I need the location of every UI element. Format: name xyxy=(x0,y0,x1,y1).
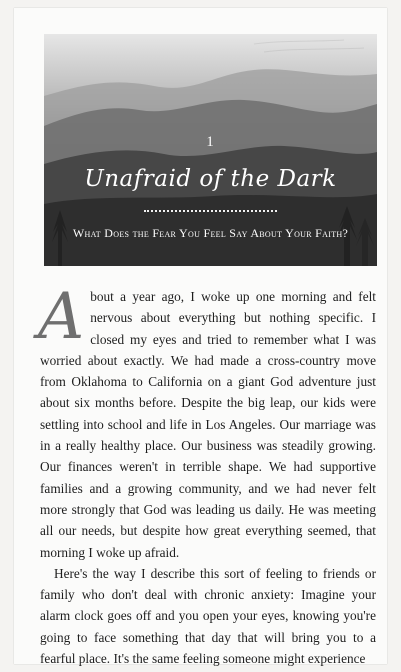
chapter-subtitle: What Does the Fear You Feel Say About Your Faith? xyxy=(72,226,349,240)
chapter-banner-image xyxy=(44,34,377,266)
chapter-number: 1 xyxy=(206,134,215,150)
paragraph-2: Here's the way I describe this sort of feeling to friends or family who don't deal with chronic anxiety: Imagine your alarm clock goes off and you open your eyes, knowing you're going to face something that day that will bring you to a fearful place. It's the same feeling someone might experience xyxy=(40,565,376,667)
book-page xyxy=(14,8,387,667)
drop-cap: A xyxy=(38,280,85,354)
dotted-divider xyxy=(144,210,277,212)
chapter-title: Unafraid of the Dark xyxy=(84,166,337,192)
paragraph-1-text: bout a year ago, I woke up one morning and felt nervous about everything but nothing specific. I closed my eyes and tried to remember what I was worried about exactly. We had made a cross-country move from Oklahoma to California on a giant God adventure just about six months before. Despite the big leap, our kids were settling into school and life in Los Angeles. Our marriage was in a really healthy place. Our business was steadily growing. Our finances weren't in terrible shape. We had supportive families and a growing community, and we had never felt more strongly that God was leading us daily. He was meeting all our needs, but despite how great everything seemed, that morning I woke up afraid. xyxy=(40,289,376,560)
paragraph-1 xyxy=(38,280,376,563)
chapter-body xyxy=(38,280,376,669)
